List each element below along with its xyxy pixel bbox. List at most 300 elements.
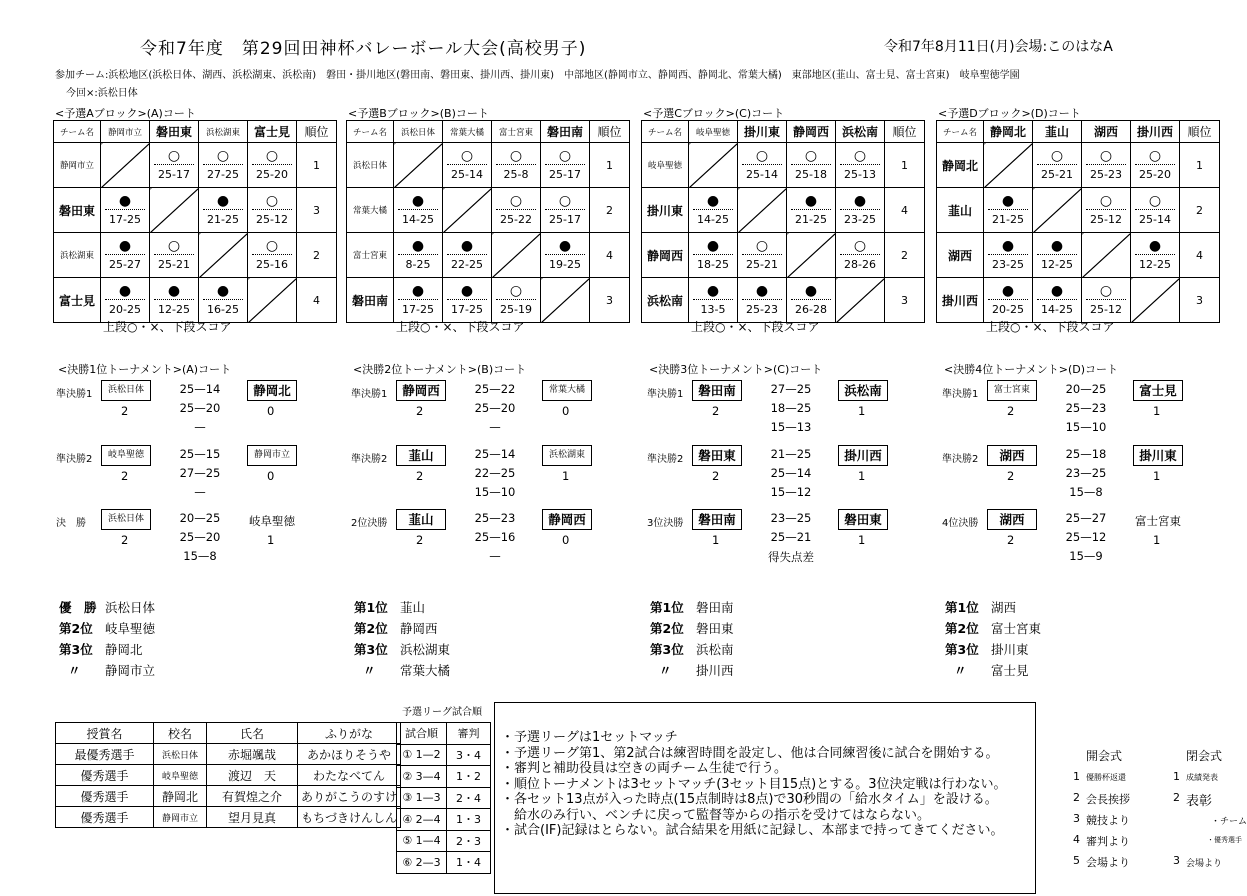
final-rank-label: 第3位: [650, 642, 684, 657]
note-line: 給水のみ行い、ベンチに戻って監督等からの指示を受けてはならない。: [501, 807, 931, 823]
win-loss-mark: ○: [742, 146, 782, 165]
order-row: [397, 787, 491, 809]
set-score: 25-22: [500, 212, 532, 226]
row-team: 静岡市立: [54, 143, 101, 188]
result-cell: [248, 188, 297, 233]
column-team: 磐田南: [541, 121, 590, 143]
right-sets-won: 1: [858, 404, 866, 418]
result-cell: [394, 188, 443, 233]
set-score: 25-27: [109, 257, 141, 271]
win-loss-mark: ●: [840, 191, 880, 210]
set-score: 25-14: [451, 167, 483, 181]
final-rank-team: 韮山: [400, 600, 426, 615]
set-score: —: [489, 420, 501, 434]
award-cell: あかほりそうや: [298, 744, 401, 765]
row-team: 掛川東: [642, 188, 689, 233]
set-score: 25-14: [746, 167, 778, 181]
tournament-title: <決勝4位トーナメント>(D)コート: [944, 363, 1119, 376]
set-score: 25-19: [500, 302, 532, 316]
rank-value: 2: [590, 188, 630, 233]
win-loss-mark: ○: [1135, 191, 1175, 210]
set-score: 25-12: [1090, 302, 1122, 316]
left-team-box: 湖西: [987, 509, 1037, 530]
win-loss-mark: ●: [154, 281, 194, 300]
result-cell: [199, 143, 248, 188]
final-rank-label: 第2位: [59, 621, 93, 636]
closing-item-number: 2: [1173, 791, 1180, 804]
rules-notes-box: [494, 702, 1036, 894]
set-score: 25-12: [256, 212, 288, 226]
league-row: [347, 233, 630, 278]
result-cell: [394, 233, 443, 278]
win-loss-mark: ●: [1037, 236, 1077, 255]
final-rank-team: 浜松日体: [105, 600, 156, 615]
win-loss-mark: ●: [398, 281, 438, 300]
right-team-box: 常葉大橘: [542, 380, 592, 401]
league-row: [347, 188, 630, 233]
left-sets-won: 2: [712, 404, 720, 418]
win-loss-mark: ○: [545, 146, 585, 165]
order-cell: 3・4: [447, 744, 491, 766]
set-score: 22—25: [474, 466, 516, 480]
opening-item: 会長挨拶: [1086, 793, 1130, 806]
rank-value: 4: [297, 278, 337, 323]
set-score: 25—20: [179, 401, 221, 415]
tournament-title: <決勝3位トーナメント>(C)コート: [649, 363, 823, 376]
final-rank-team: 岐阜聖徳: [105, 621, 156, 636]
win-loss-mark: ○: [1086, 146, 1126, 165]
set-score: 27-25: [207, 167, 239, 181]
order-cell: 2・3: [447, 830, 491, 852]
set-score: 25-17: [549, 167, 581, 181]
set-score: 20—25: [1065, 382, 1107, 396]
order-cell: ⑥ 2—3: [397, 852, 447, 874]
order-cell: ① 1—2: [397, 744, 447, 766]
final-rank-team: 常葉大橘: [400, 663, 451, 678]
final-rank-label: 第2位: [945, 621, 979, 636]
win-loss-mark: ●: [742, 281, 782, 300]
left-team-box: 磐田南: [692, 509, 742, 530]
row-team: 掛川西: [937, 278, 984, 323]
league-row: [642, 188, 925, 233]
result-cell: [443, 233, 492, 278]
awards-header-row: [56, 723, 401, 744]
win-loss-mark: ○: [840, 146, 880, 165]
diagonal-cell: [689, 143, 738, 188]
order-cell: ② 3—4: [397, 766, 447, 788]
set-score: 25—12: [1065, 530, 1107, 544]
win-loss-mark: ○: [1135, 146, 1175, 165]
opening-item-number: 4: [1073, 833, 1080, 846]
column-team: 富士宮東: [492, 121, 541, 143]
award-cell: 浜松日体: [154, 744, 207, 765]
previous-note: 今回×:浜松日体: [66, 88, 138, 99]
result-cell: [836, 143, 885, 188]
final-rank-label: 第2位: [650, 621, 684, 636]
match-label: 3位決勝: [647, 518, 684, 529]
award-cell: 渡辺 天: [207, 765, 298, 786]
result-cell: [492, 188, 541, 233]
set-score: 25—21: [770, 530, 812, 544]
result-cell: [541, 233, 590, 278]
tournament-title: <決勝1位トーナメント>(A)コート: [58, 363, 232, 376]
league-row: [347, 278, 630, 323]
final-rank-label: 〃: [363, 663, 376, 678]
award-cell: 優秀選手: [56, 765, 154, 786]
tournament-title: <決勝2位トーナメント>(B)コート: [353, 363, 527, 376]
closing-item-number: 3: [1173, 854, 1180, 867]
note-line: ・予選リーグ第1、第2試合は練習時間を設定し、他は合同練習後に試合を開始する。: [501, 745, 999, 761]
opening-item-number: 5: [1073, 854, 1080, 867]
right-team-box: 富士見: [1133, 380, 1183, 401]
set-score: 25-21: [1041, 167, 1073, 181]
result-cell: [836, 233, 885, 278]
set-score: —: [489, 549, 501, 563]
left-team-box: 磐田南: [692, 380, 742, 401]
order-row: [397, 809, 491, 831]
league-header-row: [642, 121, 925, 143]
column-team: 富士見: [248, 121, 297, 143]
award-cell: 静岡北: [154, 786, 207, 807]
set-score: 12-25: [1139, 257, 1171, 271]
final-rank-label: 第1位: [945, 600, 979, 615]
right-sets-won: 1: [1153, 404, 1161, 418]
order-row: [397, 766, 491, 788]
result-cell: [443, 278, 492, 323]
match-label: 2位決勝: [351, 518, 388, 529]
win-loss-mark: ●: [791, 191, 831, 210]
final-rank-team: 静岡市立: [105, 663, 156, 678]
result-cell: [1131, 188, 1180, 233]
left-team-box: 磐田東: [692, 445, 742, 466]
right-team-box: 岐阜聖徳: [249, 514, 295, 528]
result-cell: [1033, 233, 1082, 278]
result-cell: [984, 233, 1033, 278]
left-team-box: 韮山: [396, 509, 446, 530]
set-score: 28-26: [844, 257, 876, 271]
score-note: 上段○・×、下段スコア: [986, 320, 1115, 334]
order-row: [397, 744, 491, 766]
final-rank-label: 〃: [954, 663, 967, 678]
diagonal-cell: [787, 233, 836, 278]
row-team: 韮山: [937, 188, 984, 233]
set-score: 25-12: [1090, 212, 1122, 226]
opening-item: 競技より: [1086, 814, 1130, 827]
final-rank-label: 第1位: [354, 600, 388, 615]
match-label: 準決勝2: [942, 454, 979, 465]
awards-header-cell: 氏名: [207, 723, 298, 744]
note-line: ・順位トーナメントは3セットマッチ(3セット目15点)とする。3位決定戦は行わない。: [501, 776, 1007, 792]
result-cell: [689, 233, 738, 278]
closing-item: 会場より: [1186, 859, 1223, 869]
row-team: 湖西: [937, 233, 984, 278]
win-loss-mark: ●: [545, 236, 585, 255]
league-row: [347, 143, 630, 188]
opening-item-number: 2: [1073, 791, 1080, 804]
set-score: 25—27: [1065, 511, 1107, 525]
column-team: 岐阜聖徳: [689, 121, 738, 143]
final-rank-label: 第3位: [945, 642, 979, 657]
set-score: 25-17: [549, 212, 581, 226]
order-cell: ④ 2—4: [397, 809, 447, 831]
set-score: 25-21: [746, 257, 778, 271]
result-cell: [787, 188, 836, 233]
league-title: <予選Dブロック>(D)コート: [938, 107, 1081, 120]
win-loss-mark: ●: [105, 236, 145, 255]
result-cell: [541, 143, 590, 188]
set-score: 25—14: [179, 382, 221, 396]
diagonal-cell: [1131, 278, 1180, 323]
result-cell: [1082, 143, 1131, 188]
result-cell: [787, 143, 836, 188]
set-score: 8-25: [405, 257, 431, 271]
set-score: 23-25: [844, 212, 876, 226]
closing-item: 表彰: [1186, 794, 1213, 809]
result-cell: [492, 143, 541, 188]
award-cell: 優秀選手: [56, 807, 154, 828]
set-score: 15—8: [1069, 485, 1103, 499]
set-score: 25-20: [1139, 167, 1171, 181]
order-header-row: [397, 723, 491, 745]
rank-value: 3: [590, 278, 630, 323]
right-sets-won: 0: [267, 469, 275, 483]
right-sets-won: 1: [267, 533, 275, 547]
final-rank-team: 浜松南: [696, 642, 734, 657]
set-score: 25—18: [1065, 447, 1107, 461]
award-cell: 有賀煌之介: [207, 786, 298, 807]
order-cell: 1・3: [447, 809, 491, 831]
final-rank-team: 富士見: [991, 663, 1029, 678]
set-score: 14-25: [697, 212, 729, 226]
rank-value: 1: [590, 143, 630, 188]
final-rank-label: 第1位: [650, 600, 684, 615]
final-rank-team: 静岡西: [400, 621, 438, 636]
win-loss-mark: ○: [496, 191, 536, 210]
left-sets-won: 2: [121, 469, 129, 483]
set-score: 18-25: [697, 257, 729, 271]
result-cell: [984, 188, 1033, 233]
set-score: 25—15: [179, 447, 221, 461]
set-score: 17-25: [451, 302, 483, 316]
result-cell: [394, 278, 443, 323]
row-team: 常葉大橘: [347, 188, 394, 233]
rank-value: 1: [885, 143, 925, 188]
award-cell: 岐阜聖徳: [154, 765, 207, 786]
left-team-box: 湖西: [987, 445, 1037, 466]
order-cell: 1・4: [447, 852, 491, 874]
win-loss-mark: ○: [1086, 281, 1126, 300]
right-sets-won: 1: [562, 469, 570, 483]
result-cell: [1131, 143, 1180, 188]
league-row: [54, 278, 337, 323]
row-team: 静岡北: [937, 143, 984, 188]
win-loss-mark: ○: [447, 146, 487, 165]
diagonal-cell: [836, 278, 885, 323]
set-score: 25-21: [158, 257, 190, 271]
set-score: 23-25: [992, 257, 1024, 271]
awards-header-cell: ふりがな: [298, 723, 401, 744]
right-sets-won: 1: [858, 533, 866, 547]
set-score: 20—25: [179, 511, 221, 525]
left-sets-won: 2: [1007, 533, 1015, 547]
set-score: 25—14: [474, 447, 516, 461]
result-cell: [492, 278, 541, 323]
note-line: ・予選リーグは1セットマッチ: [501, 730, 678, 745]
row-team: 岐阜聖徳: [642, 143, 689, 188]
row-team: 富士見: [54, 278, 101, 323]
win-loss-mark: ●: [1037, 281, 1077, 300]
win-loss-mark: ●: [791, 281, 831, 300]
award-cell: ありがこうのすけ: [298, 786, 401, 807]
order-cell: 2・4: [447, 787, 491, 809]
league-row: [54, 233, 337, 278]
result-cell: [738, 233, 787, 278]
left-sets-won: 2: [416, 533, 424, 547]
set-score: 25—23: [474, 511, 516, 525]
award-cell: 最優秀選手: [56, 744, 154, 765]
win-loss-mark: ○: [252, 191, 292, 210]
result-cell: [101, 188, 150, 233]
column-team: 湖西: [1082, 121, 1131, 143]
set-score: 25-14: [1139, 212, 1171, 226]
column-team: 静岡西: [787, 121, 836, 143]
set-score: 27—25: [179, 466, 221, 480]
right-sets-won: 1: [1153, 533, 1161, 547]
team-header: チーム名: [642, 121, 689, 143]
set-score: 25-20: [256, 167, 288, 181]
set-score: 25-8: [503, 167, 529, 181]
league-row: [54, 188, 337, 233]
team-header: チーム名: [347, 121, 394, 143]
result-cell: [248, 143, 297, 188]
final-rank-team: 静岡北: [105, 642, 143, 657]
win-loss-mark: ●: [447, 236, 487, 255]
right-team-box: 富士宮東: [1135, 514, 1181, 528]
win-loss-mark: ●: [105, 281, 145, 300]
result-cell: [541, 188, 590, 233]
final-rank-label: 優 勝: [59, 600, 97, 615]
order-row: [397, 852, 491, 874]
set-score: 21—25: [770, 447, 812, 461]
rank-value: 4: [1180, 233, 1220, 278]
right-team-box: 静岡西: [542, 509, 592, 530]
left-team-box: 静岡西: [396, 380, 446, 401]
opening-item: 優勝杯返還: [1086, 773, 1126, 782]
right-team-box: 掛川西: [838, 445, 888, 466]
win-loss-mark: ○: [1037, 146, 1077, 165]
win-loss-mark: ●: [398, 236, 438, 255]
set-score: 21-25: [795, 212, 827, 226]
rank-value: 1: [297, 143, 337, 188]
set-score: 14-25: [402, 212, 434, 226]
right-team-box: 掛川東: [1133, 445, 1183, 466]
award-row: [56, 744, 401, 765]
result-cell: [1082, 278, 1131, 323]
diagonal-cell: [394, 143, 443, 188]
awards-table: [55, 722, 401, 828]
diagonal-cell: [199, 233, 248, 278]
rank-value: 3: [885, 278, 925, 323]
result-cell: [150, 233, 199, 278]
final-rank-label: 第3位: [59, 642, 93, 657]
order-cell: ③ 1—3: [397, 787, 447, 809]
set-score: 23—25: [770, 511, 812, 525]
column-team: 韮山: [1033, 121, 1082, 143]
awards-header-cell: 校名: [154, 723, 207, 744]
order-caption: 予選リーグ試合順: [402, 707, 482, 718]
set-score: 15—10: [474, 485, 516, 499]
left-team-box: 浜松日体: [101, 380, 151, 401]
rank-value: 2: [297, 233, 337, 278]
result-cell: [150, 278, 199, 323]
result-cell: [738, 143, 787, 188]
league-header-row: [937, 121, 1220, 143]
match-label: 準決勝1: [647, 389, 684, 400]
set-score: 26-28: [795, 302, 827, 316]
match-label: 準決勝1: [942, 389, 979, 400]
column-team: 浜松南: [836, 121, 885, 143]
closing-title: 閉会式: [1186, 749, 1223, 763]
win-loss-mark: ○: [840, 236, 880, 255]
final-rank-team: 湖西: [991, 600, 1017, 615]
win-loss-mark: ●: [398, 191, 438, 210]
league-row: [937, 143, 1220, 188]
win-loss-mark: ●: [693, 191, 733, 210]
set-score: 25-16: [256, 257, 288, 271]
league-row: [642, 233, 925, 278]
opening-title: 開会式: [1086, 749, 1123, 763]
award-cell: もちづきけんしん: [298, 807, 401, 828]
left-sets-won: 2: [416, 404, 424, 418]
league-table: [641, 120, 925, 323]
rank-header: 順位: [1180, 121, 1220, 143]
win-loss-mark: ●: [693, 281, 733, 300]
set-score: 25—20: [179, 530, 221, 544]
event-date-venue: 令和7年8月11日(月)会場:このはなA: [884, 39, 1113, 55]
win-loss-mark: ●: [203, 191, 243, 210]
column-team: 磐田東: [150, 121, 199, 143]
result-cell: [443, 143, 492, 188]
win-loss-mark: ○: [203, 146, 243, 165]
match-label: 4位決勝: [942, 518, 979, 529]
win-loss-mark: ●: [447, 281, 487, 300]
row-team: 浜松南: [642, 278, 689, 323]
right-team-box: 磐田東: [838, 509, 888, 530]
result-cell: [1033, 278, 1082, 323]
league-row: [54, 143, 337, 188]
participants-line: 参加チーム:浜松地区(浜松日体、湖西、浜松湖東、浜松南) 磐田・掛川地区(磐田南、磐田東、掛川西、掛川東) 中部地区(静岡市立、静岡西、静岡北、常葉大橘) 東部地区(韮山、富士見、富士宮東) 岐阜聖徳学園: [55, 70, 1020, 81]
match-label: 準決勝1: [56, 389, 93, 400]
set-score: 25-18: [795, 167, 827, 181]
set-score: 25—23: [1065, 401, 1107, 415]
column-team: 掛川西: [1131, 121, 1180, 143]
score-note: 上段○・×、下段スコア: [691, 320, 820, 334]
opening-item-number: 1: [1073, 770, 1080, 783]
final-rank-label: 第2位: [354, 621, 388, 636]
league-title: <予選Bブロック>(B)コート: [348, 107, 489, 120]
set-score: 15—13: [770, 420, 812, 434]
page-title: 令和7年度 第29回田神杯バレーボール大会(高校男子): [140, 39, 587, 59]
left-sets-won: 2: [121, 533, 129, 547]
order-row: [397, 830, 491, 852]
win-loss-mark: ●: [1135, 236, 1175, 255]
right-team-box: 静岡市立: [247, 445, 297, 466]
left-sets-won: 2: [416, 469, 424, 483]
set-score: 22-25: [451, 257, 483, 271]
final-rank-team: 磐田南: [696, 600, 734, 615]
order-header-cell: 審判: [447, 723, 491, 745]
win-loss-mark: ●: [105, 191, 145, 210]
